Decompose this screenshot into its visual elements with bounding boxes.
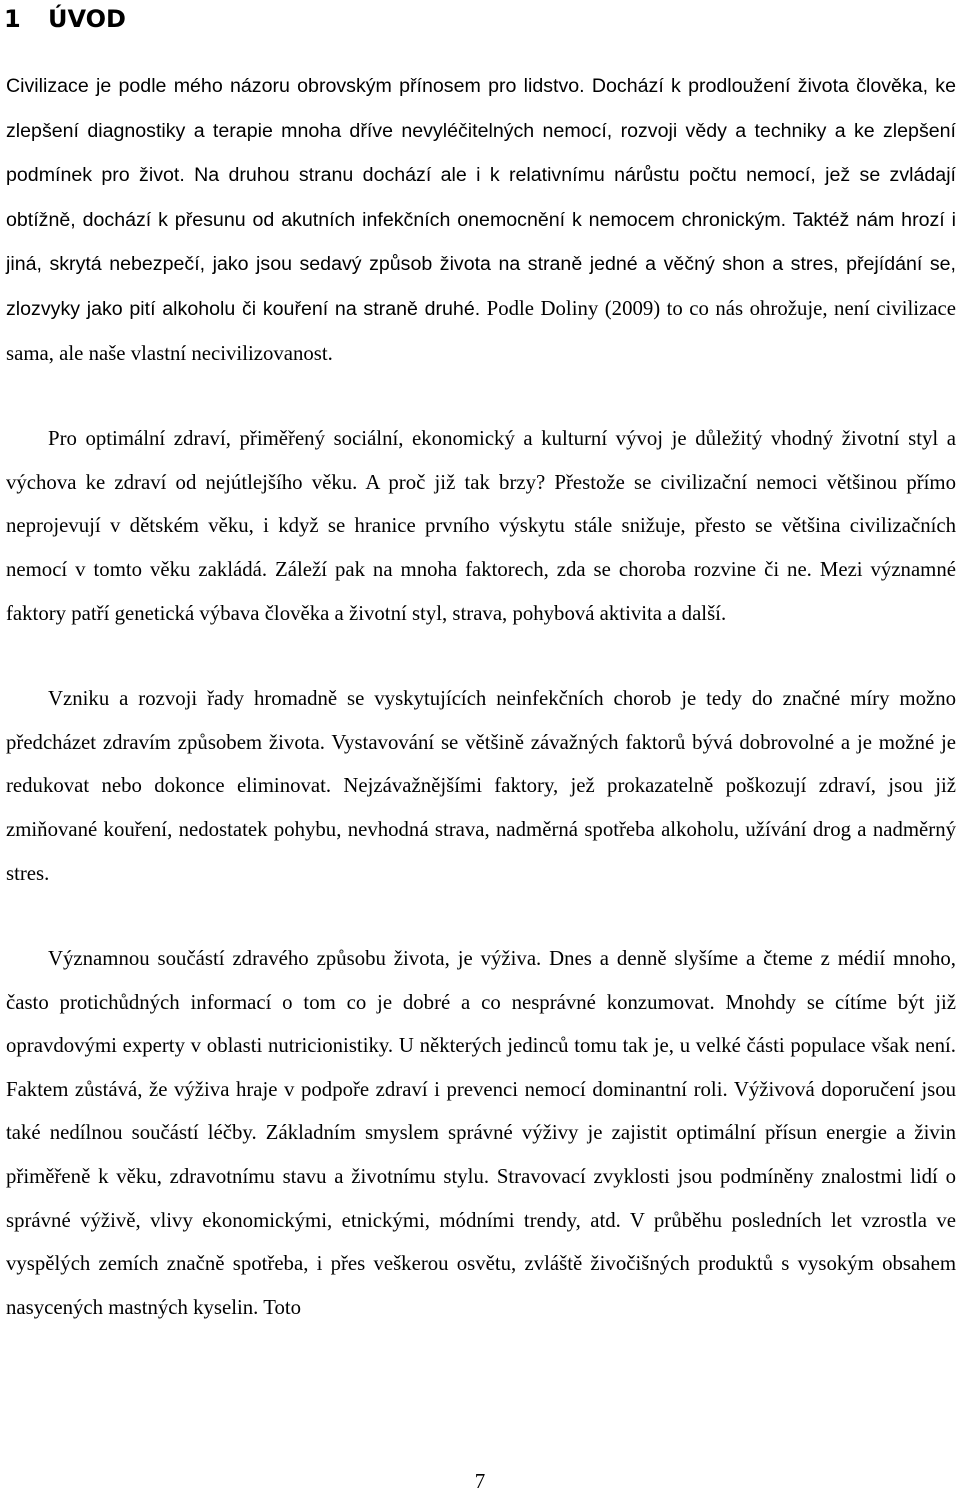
paragraph-1-sans-segment: Civilizace je podle mého názoru obrovským přínosem pro lidstvo. Dochází k prodloužení života člověka, ke zlepšení diagnostiky a terapie mnoha dříve nevyléčitelných nemocí, rozvoji vědy a techniky a ke zlepšení podmínek pro život. Na druhou stranu dochází ale i k relativnímu nárůstu počtu nemocí, jež se zvládají obtížně, dochází k přesunu od akutních infekčních onemocnění k nemocem chronickým. Taktéž nám hrozí i jiná, skrytá nebezpečí, jako jsou sedavý způsob života na straně jedné a věčný shon a stres, přejídání se, zlozvyky jako pití alkoholu či kouření na straně druhé. — [6, 75, 956, 320]
paragraph-1 — [6, 64, 956, 375]
paragraph-1-serif-segment: Podle Doliny (2009) to co nás ohrožuje, není civilizace sama, ale naše vlastní necivilizovanost. — [6, 296, 956, 365]
chapter-heading — [4, 2, 126, 36]
paragraph-3: Vzniku a rozvoji řady hromadně se vyskytujících neinfekčních chorob je tedy do značné míry možno předcházet zdravím způsobem života. Vystavování se většině závažných faktorů bývá dobrovolné a je možné je redukovat nebo dokonce eliminovat. Nejzávažnějšími faktory, jež prokazatelně poškozují zdraví, jsou již zmiňované kouření, nedostatek pohybu, nevhodná strava, nadměrná spotřeba alkoholu, užívání drog a nadměrný stres. — [6, 687, 956, 885]
chapter-title: ÚVOD — [48, 5, 126, 33]
page-number: 7 — [474, 1469, 486, 1493]
paragraph-2: Pro optimální zdraví, přiměřený sociální, ekonomický a kulturní vývoj je důležitý vhodný životní styl a výchova ke zdraví od nejútlejšího věku. A proč již tak brzy? Přestože se civilizační nemoci většinou přímo neprojevují v dětském věku, i když se hranice prvního výskytu stále snižuje, přesto se většina civilizačních nemocí v tomto věku zakládá. Záleží pak na mnoha faktorech, zda se choroba rozvine či ne. Mezi významné faktory patří genetická výbava člověka a životní styl, strava, pohybová aktivita a další. — [6, 427, 956, 625]
paragraph-4: Významnou součástí zdravého způsobu života, je výživa. Dnes a denně slyšíme a čteme z médií mnoho, často protichůdných informací o tom co je dobré a co nesprávné konzumovat. Mnohdy se cítíme být již opravdovými experty v oblasti nutricionistiky. U některých jedinců tomu tak je, u velké části populace však není. Faktem zůstává, že výživa hraje v podpoře zdraví i prevenci nemocí dominantní roli. Výživová doporučení jsou také nedílnou součástí léčby. Základním smyslem správné výživy je zajistit optimální přísun energie a živin přiměřeně k věku, zdravotnímu stavu a životnímu stylu. Stravovací zvyklosti jsou podmíněny znalostmi lidí o správné výživě, vlivy ekonomickými, etnickými, módními trendy, atd. V průběhu posledních let vzrostla ve vyspělých zemích značně spotřeba, i přes veškerou osvětu, zvláště živočišných produktů s vysokým obsahem nasycených mastných kyselin. Toto — [6, 947, 956, 1319]
chapter-number: 1 — [4, 5, 21, 33]
body-text — [6, 64, 956, 1371]
